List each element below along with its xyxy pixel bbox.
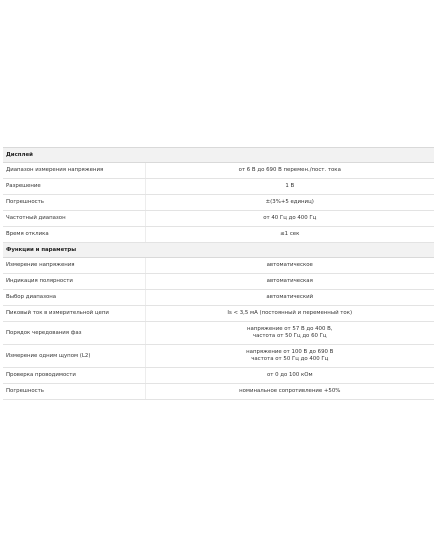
spec-label: Погрешность (3, 384, 145, 400)
specifications-table (3, 147, 434, 400)
spec-label: Индикация полярности (3, 274, 145, 290)
spec-row (3, 258, 434, 274)
spec-value: номинальное сопротивление +50% (145, 384, 434, 400)
spec-row (3, 227, 434, 243)
spec-label: Частотный диапазон (3, 211, 145, 227)
spec-label: Измерение напряжения (3, 258, 145, 274)
spec-label: Проверка проводимости (3, 368, 145, 384)
spec-row (3, 384, 434, 400)
section-title: Дисплей (3, 148, 434, 163)
spec-value: ≤1 сек (145, 227, 434, 243)
spec-row (3, 368, 434, 384)
spec-value: ±(3%+5 единиц) (145, 195, 434, 211)
spec-value (145, 345, 434, 368)
spec-row (3, 179, 434, 195)
spec-label: Время отклика (3, 227, 145, 243)
spec-value: от 40 Гц до 400 Гц (145, 211, 434, 227)
spec-value: 1 В (145, 179, 434, 195)
section-header-functions (3, 243, 434, 258)
spec-value: автоматический (145, 290, 434, 306)
spec-row (3, 322, 434, 345)
spec-value (145, 322, 434, 345)
spec-row (3, 163, 434, 179)
spec-label: Выбор диапазона (3, 290, 145, 306)
spec-value-line: частота от 50 Гц до 400 Гц (251, 356, 329, 362)
spec-label: Порядок чередования фаз (3, 322, 145, 345)
spec-row (3, 290, 434, 306)
spec-value: Is < 3,5 мА (постоянный и переменный ток) (145, 306, 434, 322)
spec-value: автоматическая (145, 274, 434, 290)
section-header-display (3, 148, 434, 163)
spec-row (3, 195, 434, 211)
spec-value: от 0 до 100 кОм (145, 368, 434, 384)
spec-label: Измерение одним щупом (L2) (3, 345, 145, 368)
spec-row (3, 274, 434, 290)
spec-label: Диапазон измерения напряжения (3, 163, 145, 179)
spec-label: Разрешение (3, 179, 145, 195)
spec-row (3, 345, 434, 368)
spec-value-line: напряжение от 57 В до 400 В, (246, 326, 333, 333)
spec-value: автоматическое (145, 258, 434, 274)
spec-value: от 6 В до 690 В перемен./пост. тока (145, 163, 434, 179)
spec-label: Пиковый ток в измерительной цепи (3, 306, 145, 322)
spec-row (3, 306, 434, 322)
spec-label: Погрешность (3, 195, 145, 211)
spec-value-line: частота от 50 Гц до 60 Гц (252, 333, 327, 339)
spec-row (3, 211, 434, 227)
spec-value-line: напряжение от 100 В до 690 В (246, 349, 334, 356)
section-title: Функции и параметры (3, 243, 434, 258)
